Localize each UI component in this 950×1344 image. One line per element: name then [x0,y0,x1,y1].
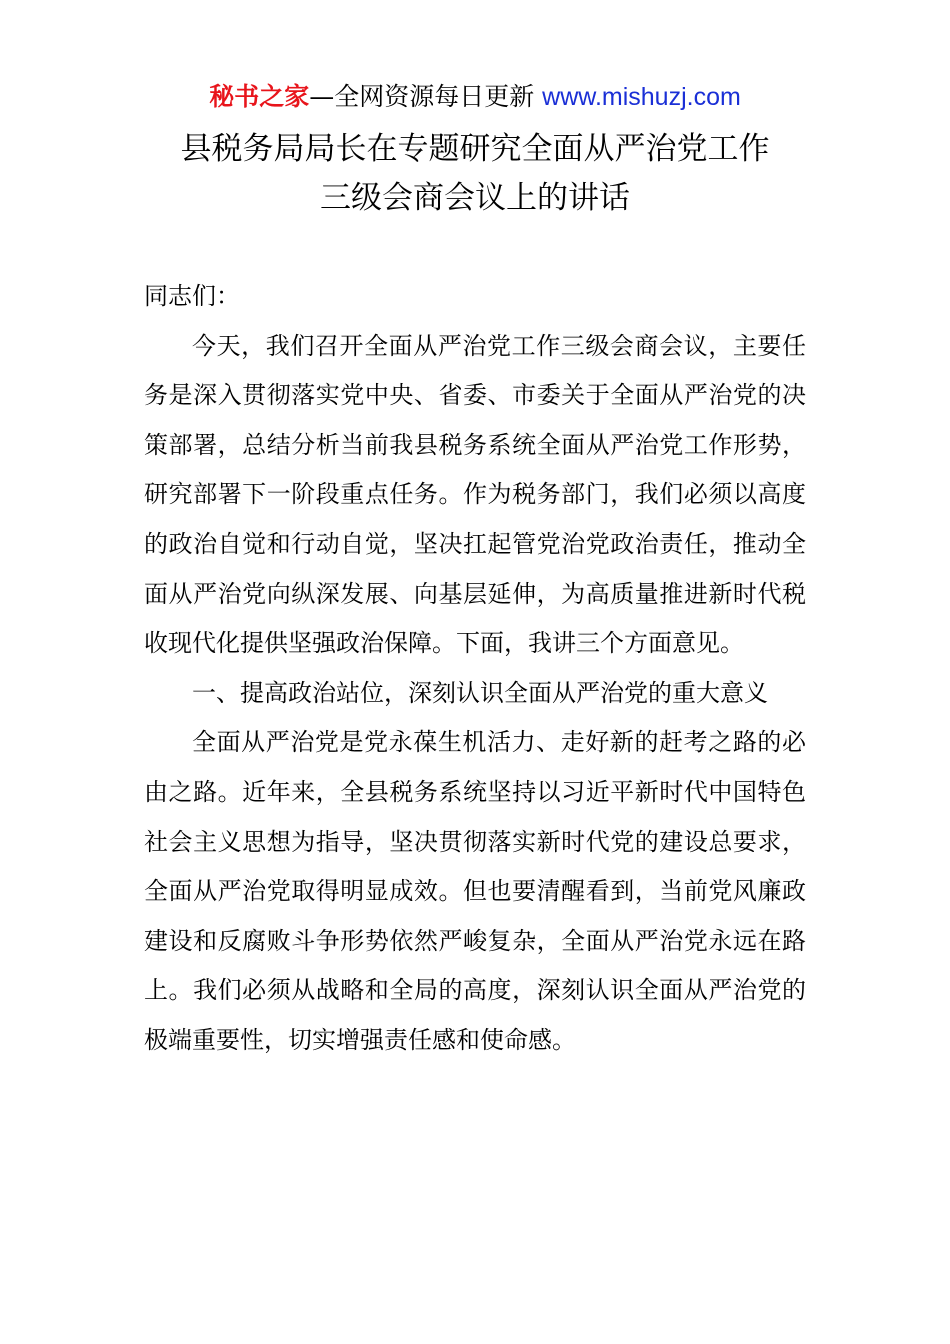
section-heading-1: 一、提高政治站位，深刻认识全面从严治党的重大意义 [192,678,768,707]
salutation: 同志们： [144,282,240,310]
document-body [144,272,806,1066]
site-url-link[interactable]: www.mishuzj.com [542,83,741,111]
paragraph-intro: 今天，我们召开全面从严治党工作三级会商会议，主要任务是深入贯彻落实党中央、省委、市委关于全面从严治党的决策部署，总结分析当前我县税务系统全面从严治党工作形势，研究部署下一阶段重点任务。作为税务部门，我们必须以高度的政治自觉和行动自觉，坚决扛起管党治党政治责任，推动全面从严治党向纵深发展、向基层延伸，为高质量推进新时代税收现代化提供坚强政治保障。下面，我讲三个方面意见。 [144,331,806,658]
title-line-1: 县税务局局长在专题研究全面从严治党工作 [180,131,770,167]
site-brand: 秘书之家 [209,82,310,111]
paragraph-section-1: 全面从严治党是党永葆生机活力、走好新的赶考之路的必由之路。近年来，全县税务系统坚持以习近平新时代中国特色社会主义思想为指导，坚决贯彻落实新时代党的建设总要求，全面从严治党取得明显成效。但也要清醒看到，当前党风廉政建设和反腐败斗争形势依然严峻复杂，全面从严治党永远在路上。我们必须从战略和全局的高度，深刻认识全面从严治党的极端重要性，切实增强责任感和使命感。 [144,728,806,1054]
site-header [0,80,950,114]
document-title [0,125,950,223]
site-tagline: —全网资源每日更新 [309,82,543,111]
title-line-2: 三级会商会议上的讲话 [320,180,630,216]
